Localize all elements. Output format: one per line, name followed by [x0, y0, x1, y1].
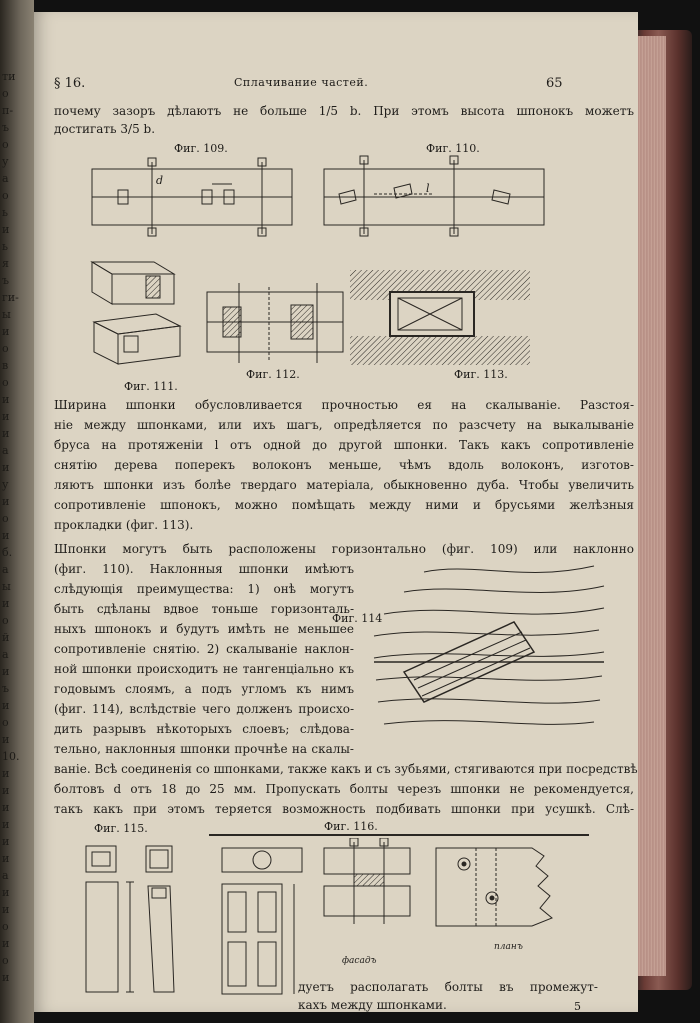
- previous-page-text-fragment: в: [2, 359, 9, 372]
- figure-116-plan: [432, 842, 562, 932]
- figure-113: [350, 270, 530, 365]
- text-line: почему зазоръ дѣлаютъ не больше 1/5 b. При этомъ высота шпонокъ можетъ: [54, 104, 634, 118]
- text-line: ной шпонки происходитъ не тангенціально къ: [54, 662, 354, 676]
- text-line: быть сдѣланы вдвое тоньше горизонталь-: [54, 602, 354, 616]
- previous-page-text-fragment: и: [2, 597, 10, 610]
- text-line: такъ какъ при этомъ теряется возможность подбивать шпонки при усушкѣ. Слѣ-: [54, 802, 634, 816]
- previous-page-text-fragment: а: [2, 648, 9, 661]
- previous-page-text-fragment: и: [2, 223, 10, 236]
- previous-page-text-fragment: о: [2, 716, 9, 729]
- figure-caption-111: Фиг. 111.: [124, 380, 178, 393]
- previous-page-text-fragment: 10.: [2, 750, 20, 763]
- previous-page-text-fragment: у: [2, 155, 9, 168]
- previous-page-text-fragment: и: [2, 529, 10, 542]
- text-line: (фиг. 114), вслѣдствіе чего долженъ происхо-: [54, 702, 354, 716]
- previous-page-text-fragment: ь: [2, 206, 8, 219]
- text-line: (фиг. 110). Наклонныя шпонки имѣютъ: [54, 562, 354, 576]
- previous-page-text-fragment: ъ: [2, 682, 9, 695]
- previous-page-text-fragment: о: [2, 138, 9, 151]
- previous-page-text-fragment: ы: [2, 308, 11, 321]
- text-line: снятію дерева поперекъ волоконъ меньше, чѣмъ вдоль волоконъ, изготов-: [54, 458, 634, 472]
- previous-page-text-fragment: и: [2, 818, 10, 831]
- previous-page-text-fragment: а: [2, 172, 9, 185]
- previous-page-text-fragment: ъ: [2, 121, 9, 134]
- figure-label: d: [156, 174, 164, 187]
- previous-page-text-fragment: у: [2, 478, 9, 491]
- figure-caption-113: Фиг. 113.: [454, 368, 508, 381]
- previous-page-text-fragment: о: [2, 614, 9, 627]
- figure-label: l: [426, 182, 430, 195]
- figure-114: [364, 552, 614, 742]
- figure-115: [74, 842, 204, 1002]
- figure-caption-114: Фиг. 114: [332, 612, 383, 625]
- previous-page-edge: [0, 0, 34, 1023]
- previous-page-text-fragment: о: [2, 87, 9, 100]
- text-line: слѣдующія преимущества: 1) онѣ могутъ: [54, 582, 354, 596]
- previous-page-text-fragment: й: [2, 631, 10, 644]
- text-line: бруса на протяженіи l отъ одной до другой шпонки. Такъ какъ сопротивленіе: [54, 438, 634, 452]
- previous-page-text-fragment: и: [2, 767, 10, 780]
- figure-label-plan: планъ: [494, 942, 523, 952]
- previous-page-text-fragment: и: [2, 852, 10, 865]
- previous-page-text-fragment: и: [2, 325, 10, 338]
- previous-page-text-fragment: о: [2, 954, 9, 967]
- previous-page-text-fragment: о: [2, 920, 9, 933]
- section-number: § 16.: [54, 76, 86, 91]
- text-line: дуетъ располагать болты въ промежут-: [298, 980, 598, 994]
- previous-page-text-fragment: ь: [2, 240, 8, 253]
- text-line: годовымъ слоямъ, а подъ угломъ къ нимъ: [54, 682, 354, 696]
- page-number: 65: [546, 76, 563, 91]
- figure-116-side: [314, 838, 424, 948]
- previous-page-text-fragment: а: [2, 444, 9, 457]
- text-line: болтовъ d отъ 18 до 25 мм. Пропускать болты черезъ шпонки не рекомендуется,: [54, 782, 634, 796]
- figure-112: [199, 277, 349, 372]
- previous-page-text-fragment: и: [2, 733, 10, 746]
- figure-116-front: [212, 842, 322, 1002]
- running-title: Сплачивание частей.: [234, 76, 369, 89]
- previous-page-text-fragment: ти: [2, 70, 16, 83]
- previous-page-text-fragment: ъ: [2, 274, 9, 287]
- previous-page-text-fragment: п-: [2, 104, 14, 117]
- previous-page-text-fragment: и: [2, 886, 10, 899]
- figure-label-front: фасадъ: [342, 956, 377, 966]
- figure-111: [84, 252, 194, 377]
- previous-page-text-fragment: и: [2, 461, 10, 474]
- previous-page-text-fragment: и: [2, 495, 10, 508]
- previous-page-text-fragment: о: [2, 342, 9, 355]
- previous-page-text-fragment: ги-: [2, 291, 19, 304]
- text-line: тельно, наклонныя шпонки прочнѣе на скалы-: [54, 742, 354, 756]
- previous-page-text-fragment: б.: [2, 546, 13, 559]
- figure-caption-109: Фиг. 109.: [174, 142, 228, 155]
- text-line: сопротивленіе шпонокъ, можно помѣщать между ними и брусьями желѣзныя: [54, 498, 634, 512]
- book-page: [34, 12, 638, 1012]
- previous-page-text-fragment: о: [2, 376, 9, 389]
- previous-page-text-fragment: и: [2, 699, 10, 712]
- figure-caption-116: Фиг. 116.: [324, 820, 378, 833]
- previous-page-text-fragment: и: [2, 393, 10, 406]
- text-line: Ширина шпонки обусловливается прочностью ея на скалываніе. Разстоя-: [54, 398, 634, 412]
- text-line: Шпонки могутъ быть расположены горизонтально (фиг. 109) или наклонно: [54, 542, 634, 556]
- text-line: кахъ между шпонками.: [298, 998, 447, 1012]
- previous-page-text-fragment: и: [2, 903, 10, 916]
- figure-caption-115: Фиг. 115.: [94, 822, 148, 835]
- text-line: ніе между шпонками, или ихъ шагъ, опредѣляется по разсчету на выкалываніе: [54, 418, 634, 432]
- previous-page-text-fragment: и: [2, 784, 10, 797]
- previous-page-text-fragment: и: [2, 427, 10, 440]
- text-line: сопротивленіе снятію. 2) скалываніе наклон-: [54, 642, 354, 656]
- signature-mark: 5: [574, 1000, 581, 1013]
- previous-page-text-fragment: я: [2, 257, 9, 270]
- previous-page-text-fragment: и: [2, 971, 10, 984]
- text-line: дить разрывъ нѣкоторыхъ слоевъ; слѣдова-: [54, 722, 354, 736]
- text-line: ныхъ шпонокъ и будутъ имѣть не меньшее: [54, 622, 354, 636]
- previous-page-text-fragment: и: [2, 410, 10, 423]
- previous-page-text-fragment: а: [2, 869, 9, 882]
- previous-page-text-fragment: и: [2, 835, 10, 848]
- figure-109: [82, 154, 302, 244]
- previous-page-text-fragment: о: [2, 512, 9, 525]
- figure-divider-line: [209, 834, 589, 836]
- previous-page-text-fragment: о: [2, 189, 9, 202]
- figure-caption-112: Фиг. 112.: [246, 368, 300, 381]
- text-line: прокладки (фиг. 113).: [54, 518, 194, 532]
- previous-page-text-fragment: и: [2, 801, 10, 814]
- text-line: достигать 3/5 b.: [54, 122, 156, 136]
- figure-caption-110: Фиг. 110.: [426, 142, 480, 155]
- previous-page-text-fragment: и: [2, 665, 10, 678]
- previous-page-text-fragment: а: [2, 563, 9, 576]
- previous-page-text-fragment: ы: [2, 580, 11, 593]
- previous-page-text-fragment: и: [2, 937, 10, 950]
- text-line: ляютъ шпонки изъ болѣе твердаго матеріала, обыкновенно дуба. Чтобы увеличить: [54, 478, 634, 492]
- figure-110: [314, 154, 554, 244]
- text-line: ваніе. Всѣ соединенія со шпонками, также какъ и съ зубьями, стягиваются при посредствѣ: [54, 762, 638, 776]
